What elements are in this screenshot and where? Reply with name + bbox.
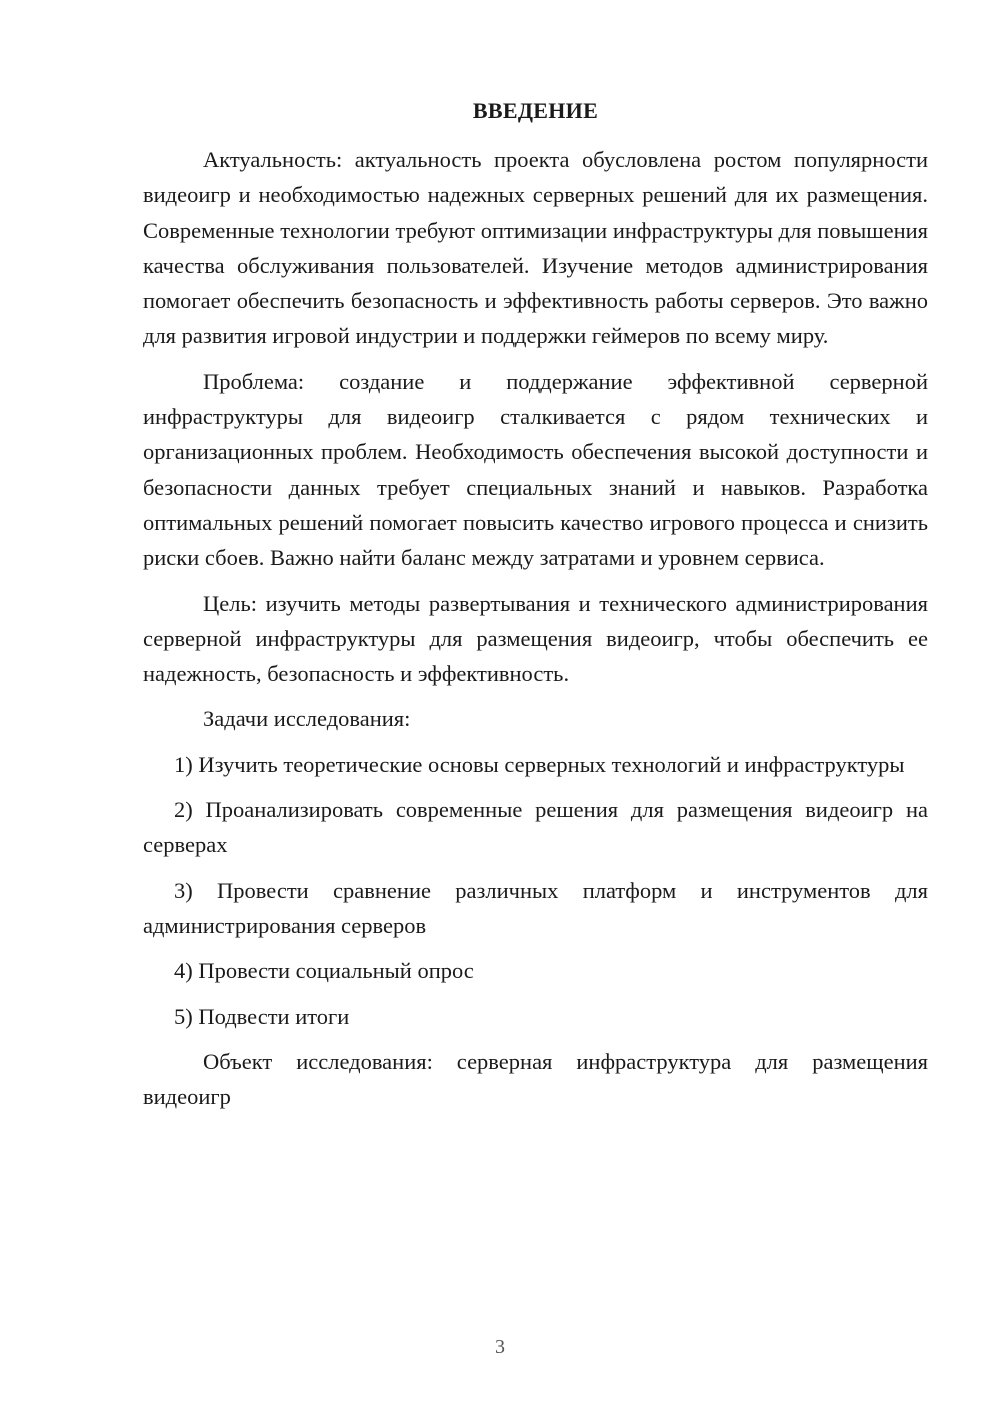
paragraph-object: Объект исследования: серверная инфраструктура для размещения видеоигр bbox=[143, 1048, 928, 1110]
task-item-3: 3) Провести сравнение различных платформ и инструментов для администрирования серверов bbox=[143, 877, 928, 938]
paragraph-relevance: Актуальность: актуальность проекта обусловлена ростом популярности видеоигр и необходимостью надежных серверных решений для их размещения. Современные технологии требуют оптимизации инфраструктуры для повышения качества обслуживания пользователей. Изучение методов администрирования помогает обеспечить безопасность и эффективность работы серверов. Это важно для развития игровой индустрии и поддержки геймеров по всему миру. bbox=[143, 147, 928, 349]
task-item-4: 4) Провести социальный опрос bbox=[174, 958, 474, 984]
task-item-5: 5) Подвести итоги bbox=[174, 1003, 350, 1029]
tasks-heading: Задачи исследования: bbox=[203, 706, 411, 732]
document-body bbox=[143, 142, 928, 1124]
paragraph-problem: Проблема: создание и поддержание эффективной серверной инфраструктуры для видеоигр сталкивается с рядом технических и организационных проблем. Необходимость обеспечения высокой доступности и безопасности данных требует специальных знаний и навыков. Разработка оптимальных решений помогает повысить качество игрового процесса и снизить риски сбоев. Важно найти баланс между затратами и уровнем сервиса. bbox=[143, 368, 928, 571]
task-item-2: 2) Проанализировать современные решения для размещения видеоигр на серверах bbox=[143, 797, 928, 858]
page-title: ВВЕДЕНИЕ bbox=[472, 98, 599, 123]
page-number: 3 bbox=[495, 1336, 505, 1358]
task-item-1: 1) Изучить теоретические основы серверных технологий и инфраструктуры bbox=[174, 751, 905, 777]
paragraph-goal: Цель: изучить методы развертывания и технического администрирования серверной инфраструктуры для размещения видеоигр, чтобы обеспечить ее надежность, безопасность и эффективность. bbox=[143, 590, 928, 687]
